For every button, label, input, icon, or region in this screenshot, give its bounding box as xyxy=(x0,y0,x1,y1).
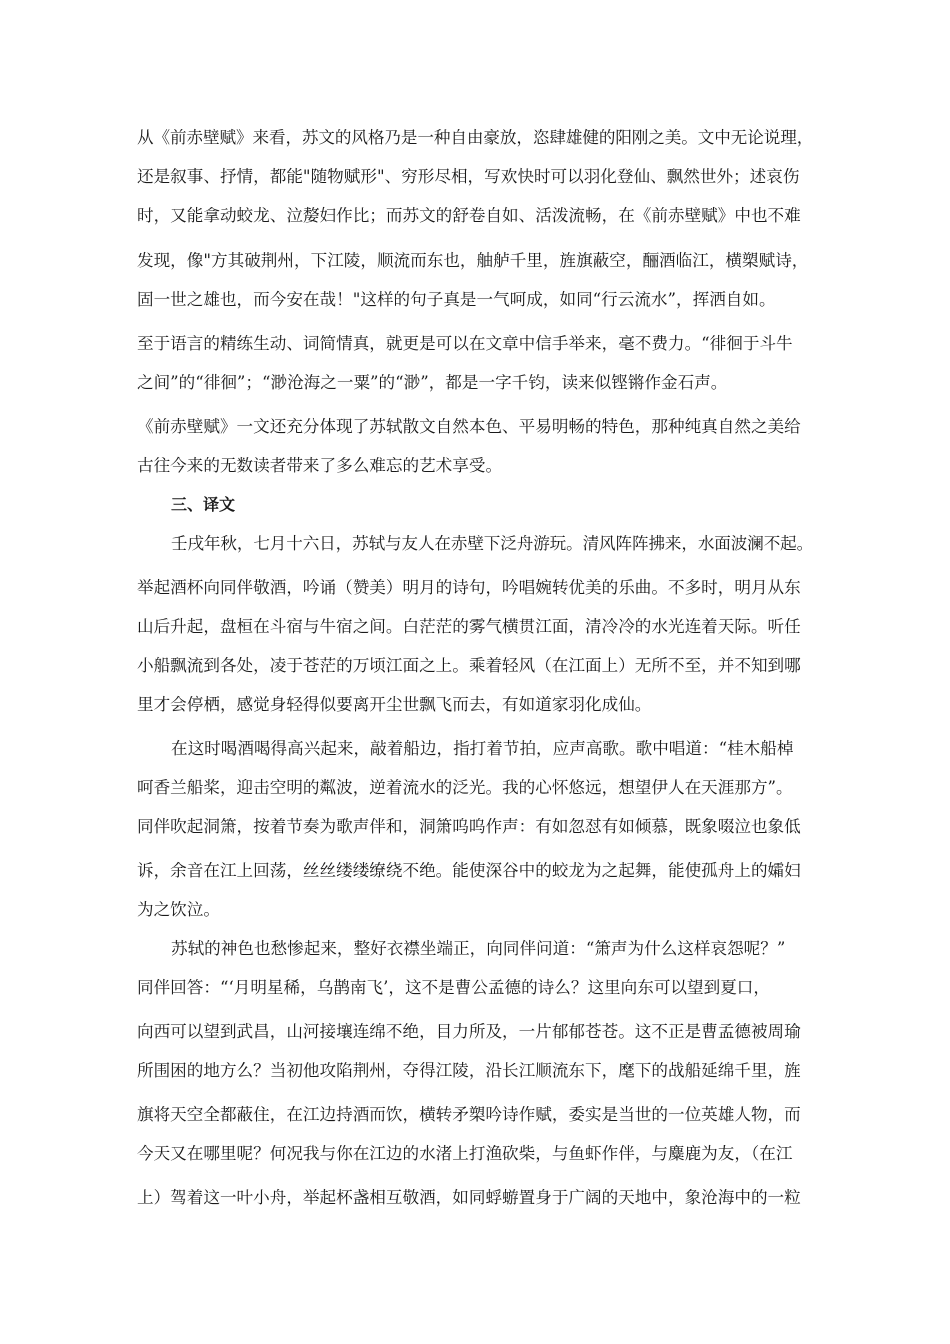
text-line: 古往今来的无数读者带来了多么难忘的艺术享受。 xyxy=(137,456,503,475)
text-line: 《前赤壁赋》一文还充分体现了苏轼散文自然本色、平易明畅的特色，那种纯真自然之美给 xyxy=(137,417,801,436)
text-line: 之间”的“徘徊”；“渺沧海之一粟”的“渺”，都是一字千钧，读来似铿锵作金石声。 xyxy=(137,373,728,392)
text-line: 上）驾着这一叶小舟，举起杯盏相互敬酒，如同蜉蝣置身于广阔的天地中，象沧海中的一粒 xyxy=(137,1188,801,1207)
text-line: 同伴吹起洞箫，按着节奏为歌声伴和，洞箫呜呜作声：有如忽怼有如倾慕，既象啜泣也象低 xyxy=(137,817,801,836)
text-line: 向西可以望到武昌，山河接壤连绵不绝，目力所及，一片郁郁苍苍。这不正是曹孟德被周瑜 xyxy=(137,1022,801,1041)
text-line: 还是叙事、抒情，都能"随物赋形"、穷形尽相，写欢快时可以羽化登仙、飘然世外；述哀伤 xyxy=(137,167,800,186)
text-line: 苏轼的神色也愁惨起来，整好衣襟坐端正，向同伴问道：“箫声为什么这样哀怨呢？” xyxy=(171,939,786,958)
text-line: 旗将天空全都蔽住，在江边持酒而饮，横转矛槊吟诗作赋，委实是当世的一位英雄人物，而 xyxy=(137,1105,801,1124)
section-heading: 三、译文 xyxy=(171,495,236,514)
text-line: 为之饮泣。 xyxy=(137,900,220,919)
text-line: 时，又能拿动蛟龙、泣嫠妇作比；而苏文的舒卷自如、活泼流畅，在《前赤壁赋》中也不难 xyxy=(137,206,801,225)
text-line: 呵香兰船桨，迎击空明的粼波，逆着流水的泛光。我的心怀悠远，想望伊人在天涯那方”。 xyxy=(137,778,793,797)
text-line: 固一世之雄也，而今安在哉！"这样的句子真是一气呵成，如同“行云流水”，挥洒自如。 xyxy=(137,290,776,309)
text-line: 至于语言的精练生动、词简情真，就更是可以在文章中信手举来，毫不费力。“徘徊于斗牛 xyxy=(137,334,793,353)
text-line: 同伴回答：“‘月明星稀，乌鹊南飞’，这不是曹公孟德的诗么？这里向东可以望到夏口， xyxy=(137,978,770,997)
text-line: 今天又在哪里呢？何况我与你在江边的水渚上打渔砍柴，与鱼虾作伴，与麋鹿为友，（在江 xyxy=(137,1144,793,1163)
text-line: 山后升起，盘桓在斗宿与牛宿之间。白茫茫的雾气横贯江面，清冷冷的水光连着天际。听任 xyxy=(137,617,801,636)
text-line: 小船飘流到各处，凌于苍茫的万顷江面之上。乘着轻风（在江面上）无所不至，并不知到哪 xyxy=(137,656,801,675)
text-line: 发现，像"方其破荆州，下江陵，顺流而东也，舳舻千里，旌旗蔽空，酾酒临江，横槊赋诗， xyxy=(137,251,809,270)
text-line: 壬戌年秋，七月十六日，苏轼与友人在赤壁下泛舟游玩。清风阵阵拂来，水面波澜不起。 xyxy=(171,534,814,553)
text-line: 诉，余音在江上回荡，丝丝缕缕缭绕不绝。能使深谷中的蛟龙为之起舞，能使孤舟上的孀妇 xyxy=(137,861,801,880)
text-line: 从《前赤壁赋》来看，苏文的风格乃是一种自由豪放，恣肆雄健的阳刚之美。文中无论说理， xyxy=(137,128,814,147)
text-line: 举起酒杯向同伴敬酒，吟诵（赞美）明月的诗句，吟唱婉转优美的乐曲。不多时，明月从东 xyxy=(137,578,801,597)
text-line: 里才会停栖，感觉身轻得似要离开尘世飘飞而去，有如道家羽化成仙。 xyxy=(137,695,652,714)
text-line: 所围困的地方么？当初他攻陷荆州，夺得江陵，沿长江顺流东下，麾下的战船延绵千里，旌 xyxy=(137,1061,801,1080)
text-line: 在这时喝酒喝得高兴起来，敲着船边，指打着节拍，应声高歌。歌中唱道：“桂木船棹 xyxy=(171,739,794,758)
